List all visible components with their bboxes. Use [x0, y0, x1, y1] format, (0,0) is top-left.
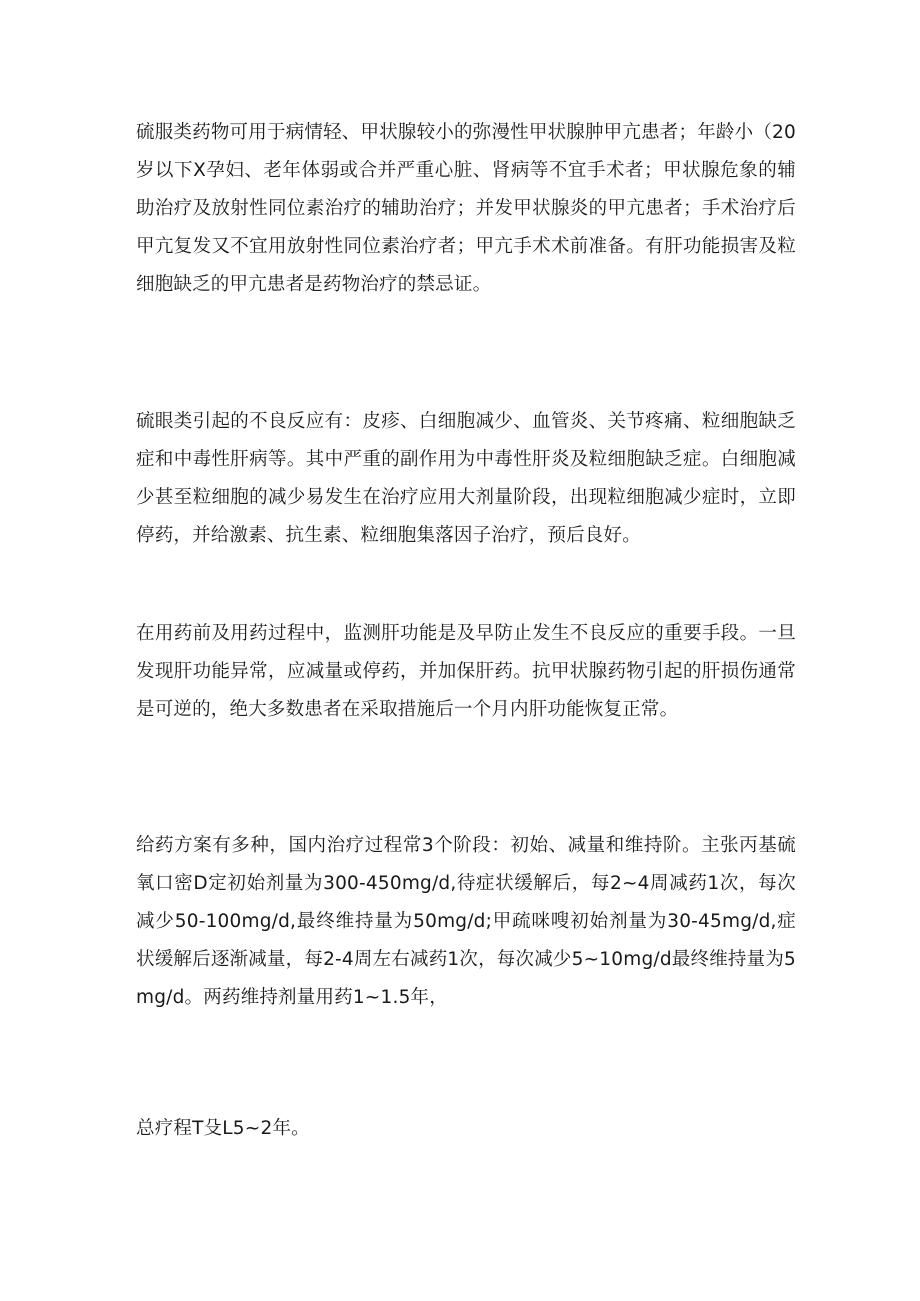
paragraph-total-course: 总疗程T殳L5~2年。	[136, 1118, 310, 1139]
paragraph-indications: 硫服类药物可用于病情轻、甲状腺较小的弥漫性甲状腺肿甲亢患者；年龄小（20岁以下X孕妇、老年体弱或合并严重心脏、肾病等不宜手术者；甲状腺危象的辅助治疗及放射性同位素治疗的辅助治疗；并发甲状腺炎的甲亢患者；手术治疗后甲亢复发又不宜用放射性同位素治疗者；甲亢手术术前准备。有肝功能损害及粒细胞缺乏的甲亢患者是药物治疗的禁忌证。	[136, 122, 796, 295]
paragraph-dosage-regimen: 给药方案有多种，国内治疗过程常3个阶段：初始、减量和维持阶。主张丙基硫氧口密D定初始剂量为300-450mg∕d,待症状缓解后，每2~4周减药1次，每次减少50-100mg∕d,最终维持量为50mg∕d;甲疏咪嗖初始剂量为30-45mg∕d,症状缓解后逐渐减量，每2-4周左右减药1次，每次减少5~10mg∕d最终维持量为5mg∕d。两药维持剂量用药1~1.5年，	[136, 835, 796, 1008]
paragraph-liver-monitoring: 在用药前及用药过程中，监测肝功能是及早防止发生不良反应的重要手段。一旦发现肝功能异常，应减量或停药，并加保肝药。抗甲状腺药物引起的肝损伤通常是可逆的，绝大多数患者在采取措施后一个月内肝功能恢复正常。	[136, 623, 796, 720]
paragraph-adverse-reactions: 硫眼类引起的不良反应有：皮疹、白细胞减少、血管炎、关节疼痛、粒细胞缺乏症和中毒性肝病等。其中严重的副作用为中毒性肝炎及粒细胞缺乏症。白细胞减少甚至粒细胞的减少易发生在治疗应用大剂量阶段，出现粒细胞减少症时，立即停药，并给激素、抗生素、粒细胞集落因子治疗，预后良好。	[136, 411, 796, 546]
